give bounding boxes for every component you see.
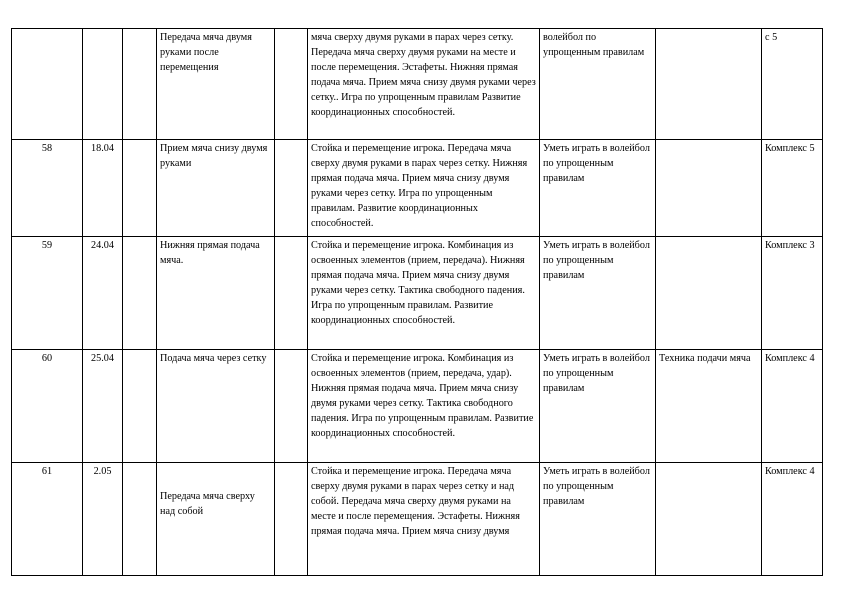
requirements-cell: Уметь играть в волейбол по упрощенным правилам [540,463,656,576]
empty-cell [123,350,157,463]
table-row [12,29,823,140]
complex-cell: Комплекс 4 [762,350,823,463]
lesson-content-cell: Стойка и перемещение игрока. Комбинация из освоенных элементов (прием, передача). Нижняя прямая подача мяча. Прием мяча снизу двумя руками через сетку. Тактика свободного падения. Игра по упрощенным правилам. Развитие координационных способностей. [308,237,540,350]
empty-cell [123,140,157,237]
lesson-plan-table [11,28,823,576]
empty-cell [275,463,308,576]
table-row [12,350,823,463]
lesson-content-cell: Стойка и перемещение игрока. Комбинация из освоенных элементов (прием, передача, удар). Нижняя прямая подача мяча. Прием мяча снизу двумя руками через сетку. Тактика свободного падения. Игра по упрощенным правилам. Развитие координационных способностей. [308,350,540,463]
skill-cell [656,29,762,140]
lesson-number-cell: 60 [12,350,83,463]
lesson-content-cell: Стойка и перемещение игрока. Передача мяча сверху двумя руками в парах через сетку и над собой. Передача мяча сверху двумя руками на месте и после перемещения. Эстафеты. Нижняя прямая подача мяча. Прием мяча снизу двумя [308,463,540,576]
lesson-number-cell: 58 [12,140,83,237]
table-row [12,463,823,576]
complex-cell: Комплекс 3 [762,237,823,350]
complex-cell: Комплекс 4 [762,463,823,576]
lesson-number-cell [12,29,83,140]
skill-cell [656,237,762,350]
lesson-topic-cell: Нижняя прямая подача мяча. [157,237,275,350]
requirements-cell: Уметь играть в волейбол по упрощенным правилам [540,350,656,463]
empty-cell [275,350,308,463]
complex-cell: с 5 [762,29,823,140]
lesson-date-cell [83,29,123,140]
empty-cell [275,29,308,140]
lesson-content-cell: Стойка и перемещение игрока. Передача мяча сверху двумя руками в парах через сетку. Нижняя прямая подача мяча. Прием мяча снизу двумя руками через сетку. Игра по упрощенным правилам. Развитие координационных способностей. [308,140,540,237]
complex-cell: Комплекс 5 [762,140,823,237]
requirements-cell: Уметь играть в волейбол по упрощенным правилам [540,140,656,237]
requirements-cell: Уметь играть в волейбол по упрощенным правилам [540,237,656,350]
lesson-date-cell: 2.05 [83,463,123,576]
lesson-topic-cell: Подача мяча через сетку [157,350,275,463]
requirements-cell: волейбол по упрощенным правилам [540,29,656,140]
lesson-content-cell: мяча сверху двумя руками в парах через сетку. Передача мяча сверху двумя руками на месте и после перемещения. Эстафеты. Нижняя прямая подача мяча. Прием мяча снизу двумя руками через сетку.. Игра по упрощенным правилам Развитие координационных способностей. [308,29,540,140]
lesson-date-cell: 18.04 [83,140,123,237]
empty-cell [275,237,308,350]
lesson-topic-cell: Прием мяча снизу двумя руками [157,140,275,237]
empty-cell [123,237,157,350]
lesson-number-cell: 61 [12,463,83,576]
lesson-topic-cell: Передача мяча двумя руками после перемещения [157,29,275,140]
skill-cell: Техника подачи мяча [656,350,762,463]
lesson-date-cell: 25.04 [83,350,123,463]
lesson-topic-cell: Передача мяча сверху над собой [157,463,275,576]
empty-cell [275,140,308,237]
empty-cell [123,463,157,576]
skill-cell [656,140,762,237]
skill-cell [656,463,762,576]
lesson-date-cell: 24.04 [83,237,123,350]
empty-cell [123,29,157,140]
table-row [12,237,823,350]
lesson-number-cell: 59 [12,237,83,350]
table-row [12,140,823,237]
